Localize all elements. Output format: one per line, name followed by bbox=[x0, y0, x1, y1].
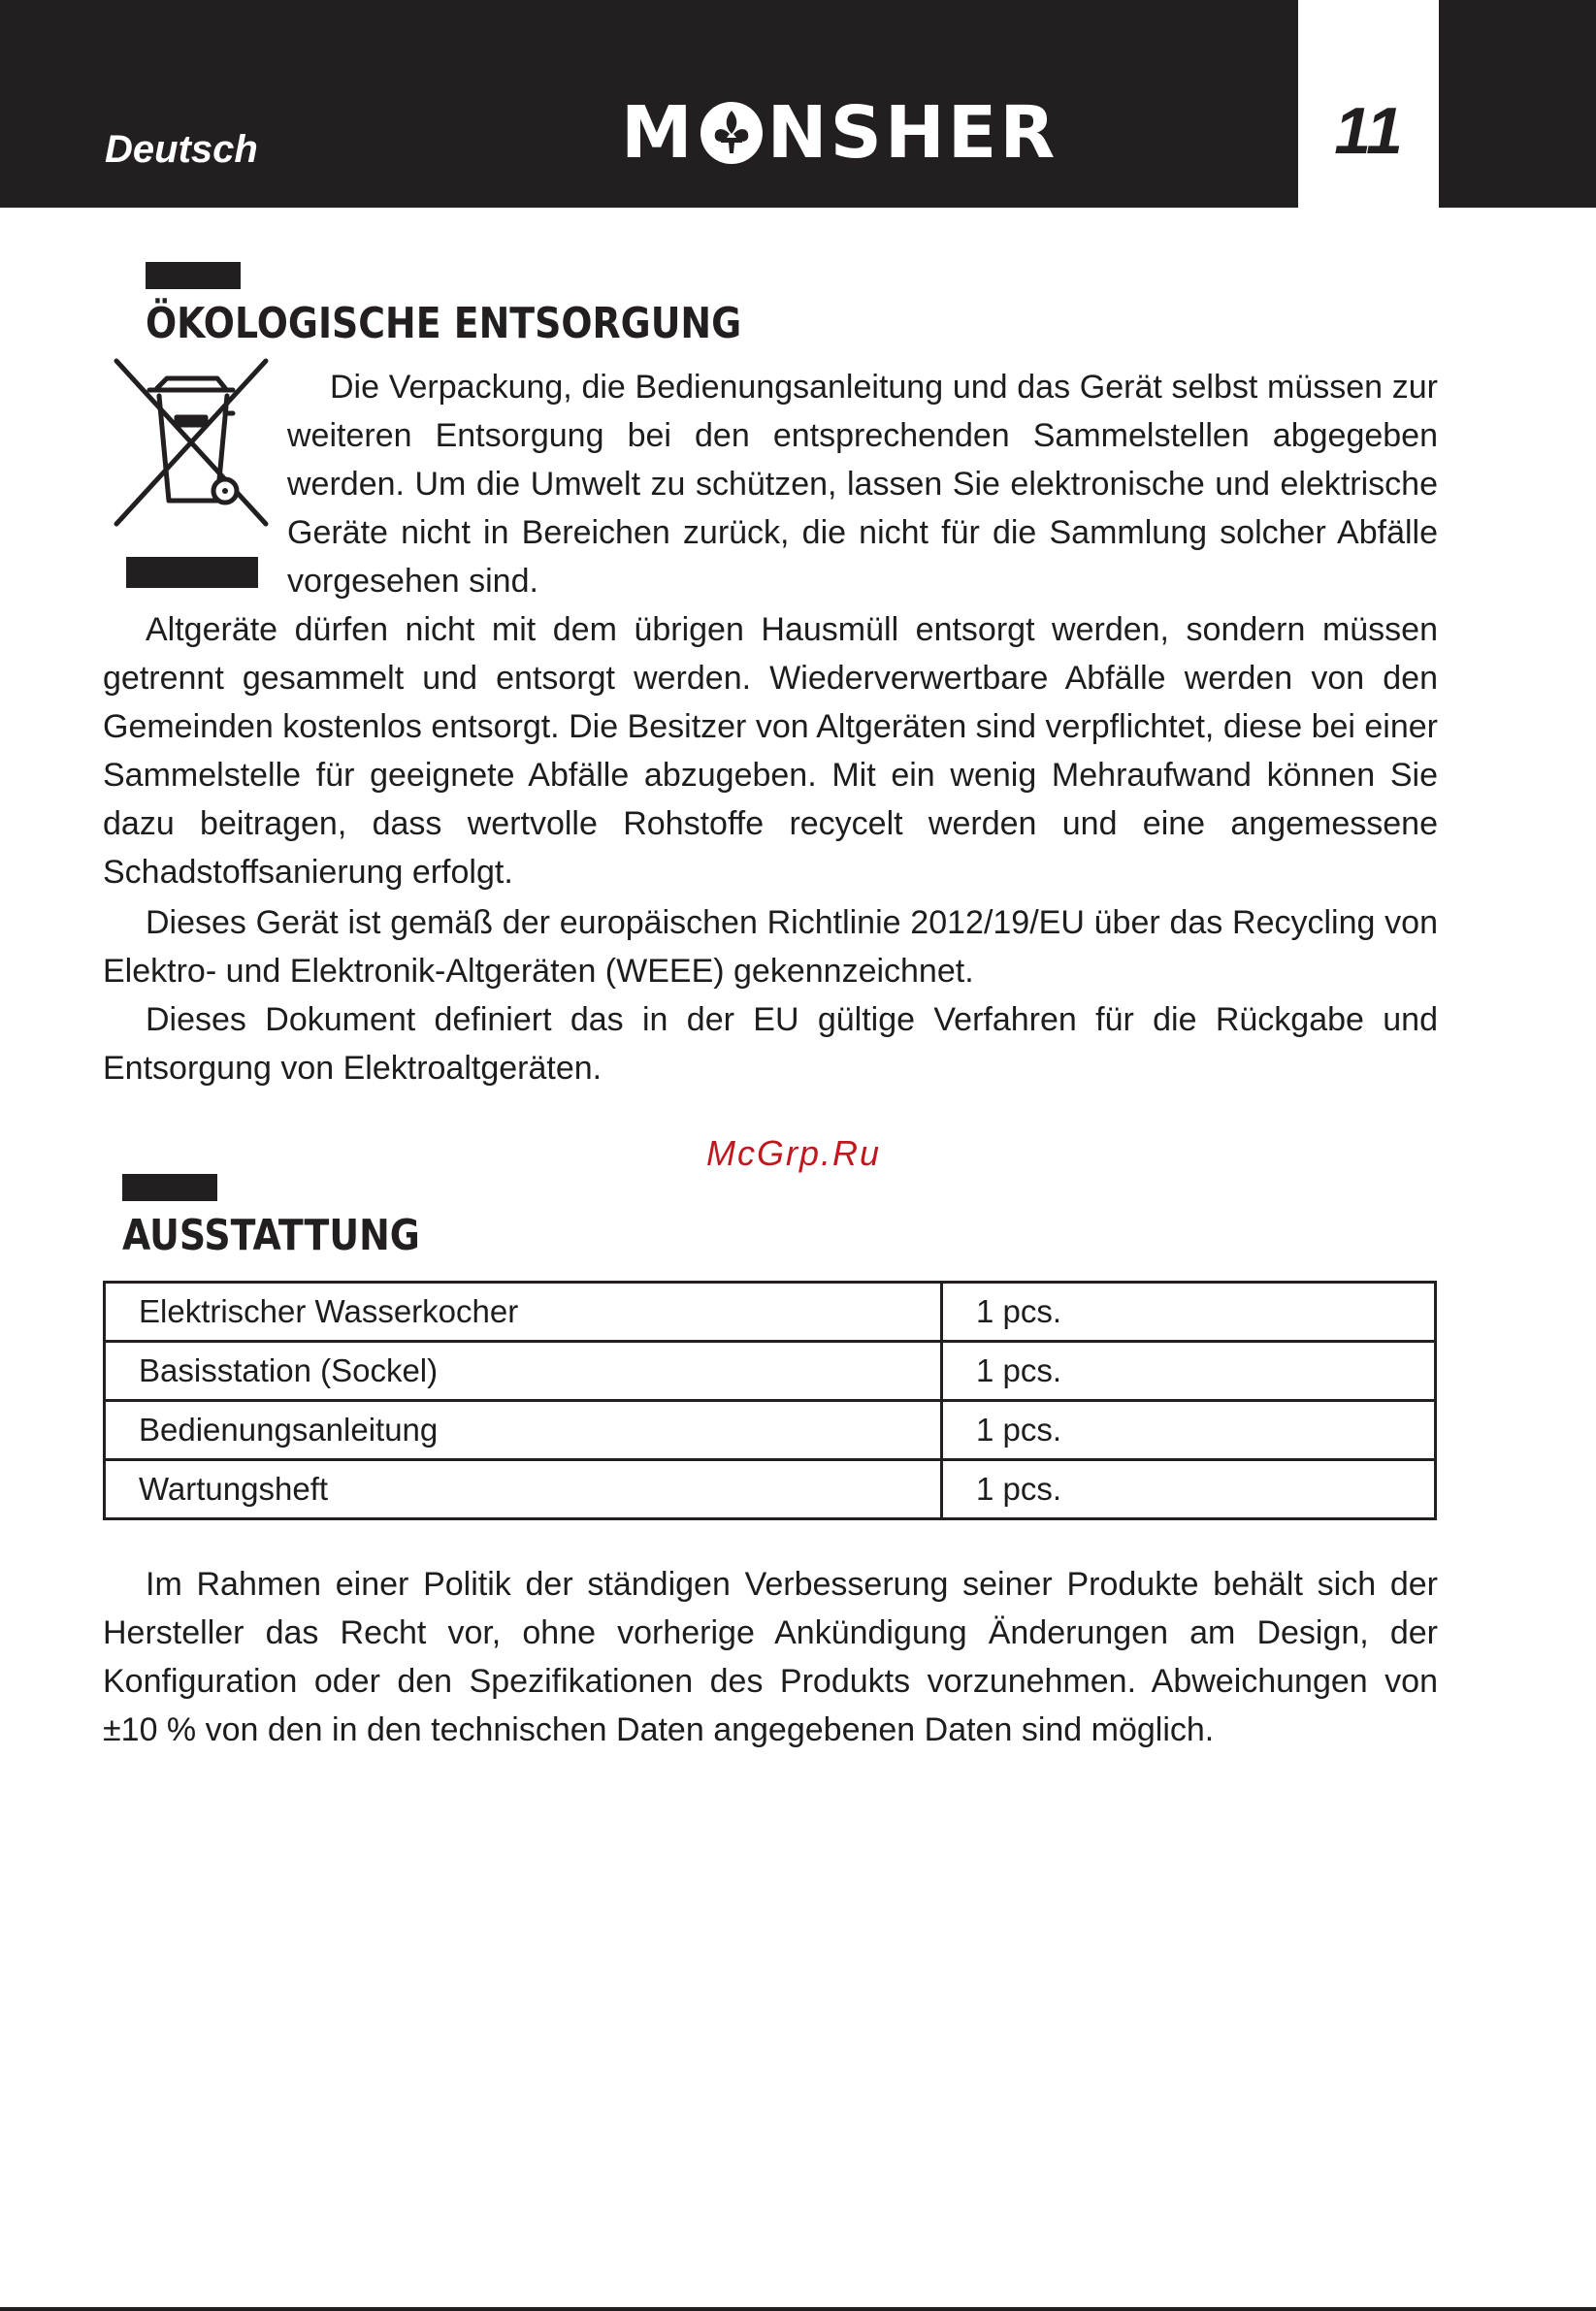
item-quantity: 1 pcs. bbox=[942, 1342, 1436, 1401]
item-quantity: 1 pcs. bbox=[942, 1460, 1436, 1519]
equipment-title: AUSSTATTUNG bbox=[122, 1211, 420, 1260]
page-number-box bbox=[1298, 0, 1439, 208]
item-quantity: 1 pcs. bbox=[942, 1283, 1436, 1342]
brand-logo-right: NSHER bbox=[766, 91, 1059, 175]
disposal-paragraph-1: Die Verpackung, die Bedienungsanleitung und das Gerät selbst müssen zur weiteren Entsorgung bei den entsprechenden Sammelstellen abgegeben werden. Um die Umwelt zu schützen, lassen Sie elektronische und elektrische Geräte nicht in Bereichen zurück, die nicht für die Sammlung solcher Abfälle vorgesehen sind. bbox=[287, 369, 1438, 600]
item-name: Basisstation (Sockel) bbox=[105, 1342, 942, 1401]
item-name: Wartungsheft bbox=[105, 1460, 942, 1519]
table-row bbox=[105, 1283, 1436, 1342]
equipment-table bbox=[103, 1281, 1437, 1520]
language-label: Deutsch bbox=[105, 128, 258, 171]
crossed-out-bin-icon bbox=[109, 357, 274, 532]
page-header bbox=[0, 0, 1596, 208]
brand-logo bbox=[621, 89, 1058, 177]
brand-logo-left: M bbox=[621, 91, 696, 175]
disposal-title: ÖKOLOGISCHE ENTSORGUNG bbox=[146, 299, 742, 348]
section-marker bbox=[122, 1174, 217, 1201]
table-row bbox=[105, 1401, 1436, 1460]
equipment-note: Im Rahmen einer Politik der ständigen Verbesserung seiner Produkte behält sich der Hersteller das Recht vor, ohne vorherige Ankündigung Änderungen am Design, der Konfiguration oder den Spezifikationen des Produkts vorzunehmen. Abweichungen von ±10 % von den in den technischen Daten angegebenen Daten sind möglich. bbox=[103, 1566, 1438, 1748]
weee-underline-bar bbox=[126, 557, 258, 588]
disposal-paragraph-4: Dieses Dokument definiert das in der EU gültige Verfahren für die Rückgabe und Entsorgung von Elektroaltgeräten. bbox=[103, 1001, 1438, 1087]
footer-rule bbox=[0, 2307, 1596, 2311]
disposal-paragraph-3: Dieses Gerät ist gemäß der europäischen Richtlinie 2012/19/EU über das Recycling von Elektro- und Elektronik-Altgeräten (WEEE) gekennzeichnet. bbox=[103, 904, 1438, 990]
disposal-paragraph-2: Altgeräte dürfen nicht mit dem übrigen Hausmüll entsorgt werden, sondern müssen getrennt gesammelt und entsorgt werden. Wiederverwertbare Abfälle werden von den Gemeinden kostenlos entsorgt. Die Besitzer von Altgeräten sind verpflichtet, diese bei einer Sammelstelle für geeignete Abfälle abzugeben. Mit ein wenig Mehraufwand können Sie dazu beitragen, dass wertvolle Rohstoffe recycelt werden und eine angemessene Schadstoffsanierung erfolgt. bbox=[103, 611, 1438, 891]
page-number: 11 bbox=[1334, 94, 1403, 168]
item-name: Elektrischer Wasserkocher bbox=[105, 1283, 942, 1342]
watermark-text: McGrp.Ru bbox=[706, 1133, 882, 1173]
fleur-de-lis-icon bbox=[698, 99, 765, 167]
section-marker bbox=[146, 262, 241, 289]
item-quantity: 1 pcs. bbox=[942, 1401, 1436, 1460]
item-name: Bedienungsanleitung bbox=[105, 1401, 942, 1460]
table-row bbox=[105, 1460, 1436, 1519]
table-row bbox=[105, 1342, 1436, 1401]
